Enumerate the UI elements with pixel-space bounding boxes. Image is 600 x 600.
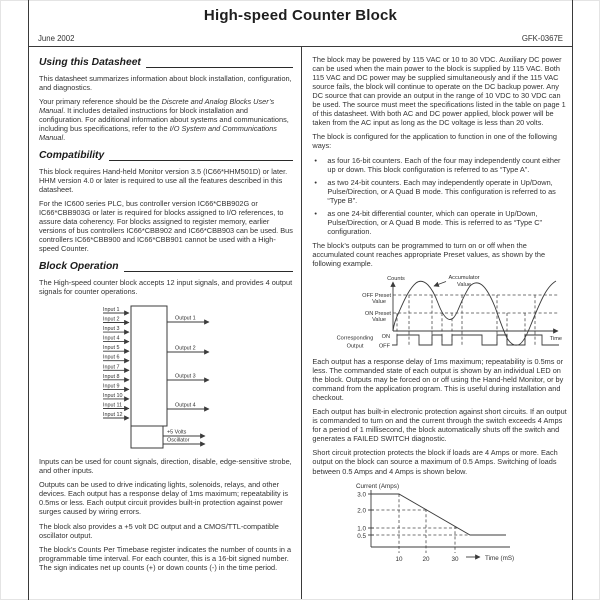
input-label: Input 11 [103, 402, 123, 409]
heading-text: Block Operation [39, 261, 119, 273]
counter-block-box [131, 306, 167, 426]
accumulator-curve [393, 281, 556, 345]
bullet-type-c [312, 209, 567, 236]
paragraph-power-options: The block may be powered by 115 VAC or 10 to 30 VDC. Auxiliary DC power can be used when the main power to the block is supplied by 115 VAC. Both 115 VAC and DC power may be supplied simultaneously and if the 115 VAC source fails, the block will continue to operate on the DC backup power. Any DC source that can provide an output in the range of 10 VDC to 30 VDC can be used. The source must meet the specifications listed in the table on page 1 of this datasheet. With both AC and DC power applied, block power will be taken from the AC input as long as the DC voltage is less than 20 volts. [312, 55, 566, 128]
paragraph-response-delay: Each output has a response delay of 1ms maximum; repeatability is 0.5ms or less. The commanded state of each output is shown by an individual LED on the block. Outputs may be forced on or off using the Hand-held Monitor, or by command from the application program. This is useful during installation and checkout. [312, 356, 564, 402]
block-io-diagram [39, 301, 295, 451]
text-run: . [63, 133, 66, 143]
bullet-text: as two 24-bit counters. Each may independently operate in Up/Down, Pulse/Direction, or A Quad B mode. This configuration is referred to as “Type B”. [327, 177, 556, 205]
output-label: Output 2 [175, 345, 196, 352]
bullet-type-a [312, 156, 567, 174]
corresponding-output-label-line1: Corresponding [337, 335, 374, 342]
input-label: Input 6 [103, 354, 120, 361]
on-preset-label-line1: ON Preset [365, 310, 392, 317]
doc-number: GFK-0367E [521, 34, 563, 43]
input-label: Input 1 [103, 307, 120, 314]
ytick-2.0: 2.0 [357, 507, 367, 515]
doc-date: June 2002 [38, 34, 75, 43]
counts-axis-label: Counts [387, 275, 406, 282]
on-state-label: ON [382, 333, 391, 340]
off-preset-label-line2: Value [372, 298, 387, 305]
paragraph-hhm-requirement: This block requires Hand-held Monitor version 3.5 (IC66*HHM501D) or later. HHM version 4.0 or later is required to use all the features described in this datasheet. [39, 166, 288, 194]
page-header [29, 0, 572, 47]
input-label: Input 4 [103, 335, 120, 342]
current-limit-line [371, 494, 506, 535]
current-axis-title: Current (Amps) [356, 482, 400, 490]
heading-rule [146, 67, 294, 68]
bullet-icon: • [314, 155, 317, 165]
section-heading-compatibility [39, 150, 293, 163]
section-heading-block-operation [39, 261, 293, 274]
output-label: Output 3 [175, 373, 196, 380]
output-square-wave [392, 335, 559, 345]
output-label: Output 4 [175, 402, 196, 409]
manual-title-italic: I/O System and Communications Manual [39, 124, 277, 143]
input-label: Input 9 [103, 383, 120, 390]
datasheet-page [28, 0, 573, 600]
time-axis-title: Time (mS) [485, 554, 515, 562]
paragraph-io-summary: The High-speed counter block accepts 12 input signals, and provides 4 output signals for counter operations. [39, 277, 293, 296]
paragraph-outputs-usage: Outputs can be used to drive indicating lights, solenoids, relays, and other devices. Each output has a response delay of 1ms maximum; repeatability is 0.5ms or less. Each output circuit provides built-in protection against power surges caused by wiring errors. [39, 480, 288, 517]
input-label: Input 2 [103, 316, 120, 323]
input-label: Input 12 [103, 412, 123, 419]
xtick-10: 10 [395, 555, 403, 563]
heading-text: Using this Datasheet [39, 57, 141, 68]
paragraph-inputs-usage: Inputs can be used for count signals, direction, disable, edge-sensitive strobe, and other inputs. [39, 457, 292, 476]
counter-block-extension-box [131, 426, 163, 448]
ytick-1.0: 1.0 [357, 525, 367, 533]
text-run: Your primary reference should be the [39, 96, 162, 106]
paragraph-5v-oscillator: The block also provides a +5 volt DC output and a CMOS/TTL-compatible oscillator output. [39, 521, 279, 540]
heading-rule [109, 160, 293, 161]
off-state-label: OFF [379, 343, 391, 350]
off-preset-label-line1: OFF Preset [362, 292, 392, 299]
paragraph-preset-outputs: The block’s outputs can be programmed to turn on or off when the accumulated count reaches appropriate Preset values, as shown by the following example. [312, 240, 546, 268]
preset-waveform-figure [322, 273, 567, 351]
heading-rule [124, 271, 294, 272]
two-column-body [29, 47, 572, 599]
paragraph-configuration-intro: The block is configured for the application to function in one of the following ways: [312, 132, 557, 151]
input-label: Input 3 [103, 326, 120, 333]
input-label: Input 7 [103, 364, 120, 371]
output-label: Output 1 [175, 315, 196, 322]
ytick-0.5: 0.5 [357, 532, 367, 540]
oscillator-label: Oscillator [167, 437, 190, 444]
paragraph-datasheet-summary: This datasheet summarizes information about block installation, configuration, and diagnostics. [39, 73, 292, 92]
bullet-icon: • [314, 209, 317, 219]
header-meta-row [38, 34, 563, 43]
input-label: Input 5 [103, 345, 120, 352]
plus5-volts-label: +5 Volts [167, 429, 187, 436]
bullet-text: as four 16-bit counters. Each of the four may independently count either up or down. This block configuration is referred to as “Type A”. [327, 155, 561, 174]
paragraph-load-switching: Short circuit protection protects the block if loads are 4 Amps or more. Each output on the block can source a maximum of 0.5 Amps. Switching of loads between 0.5 Amps and 4 Amps is shown below. [312, 448, 558, 476]
paragraph-counts-per-timebase: The block’s Counts Per Timebase register indicates the number of counts in a programmable time interval. For each counter, this is a 16-bit signed number. The sign indicates net up counts (+) or down counts (-) in the time period. [39, 544, 292, 572]
paragraph-bus-controller-requirement: For the IC600 series PLC, bus controller version IC66*CBB902G or IC66*CBB903G or later is required for blocks assigned to I/O references, to assure data coherency. For blocks assigned to register memory, earlier versions of bus controllers IC66*CBB902 and IC66*CBB903 can be used. Bus controllers IC66*CBB900 and IC66*CBB901 cannot be used with a High-speed Counter. [39, 199, 293, 254]
xtick-30: 30 [451, 555, 459, 563]
bullet-icon: • [314, 177, 317, 187]
accumulator-label-line1: Accumulator [448, 274, 480, 281]
bullet-text: as one 24-bit differential counter, which can operate in Up/Down, Pulse/Direction, or A Quad B mode. This is referred to as “Type C” configuration. [327, 209, 542, 237]
left-column [29, 47, 302, 599]
accumulator-label-line2: Value [457, 281, 472, 288]
section-heading-using-datasheet [39, 57, 293, 70]
xtick-20: 20 [422, 555, 430, 563]
on-preset-label-line2: Value [372, 316, 387, 323]
heading-text: Compatibility [39, 150, 105, 162]
corresponding-output-label-line2: Output [346, 343, 364, 350]
text-run: . It includes detailed instructions for block installation and configuration. For additional information about systems and communications, including bus specifications, refer to the [39, 105, 289, 133]
ytick-3.0: 3.0 [357, 491, 367, 499]
right-column [302, 47, 572, 599]
bullet-type-b [312, 178, 567, 205]
current-derating-chart [328, 481, 538, 573]
input-label: Input 10 [103, 392, 123, 399]
manual-title-italic: Discrete and Analog Blocks User’s Manual [39, 96, 275, 115]
input-label: Input 8 [103, 373, 120, 380]
paragraph-short-circuit-protection: Each output has built-in electronic protection against short circuits. If an output is commanded to turn on and the current through the switch exceeds 4 Amps for a period of 1 millisecond, the block automatically shuts off the switch and generates a FAILED SWITCH diagnostic. [312, 407, 567, 444]
paragraph-primary-reference [39, 97, 293, 142]
time-axis-label: Time [550, 335, 563, 342]
page-title: High-speed Counter Block [203, 7, 398, 24]
